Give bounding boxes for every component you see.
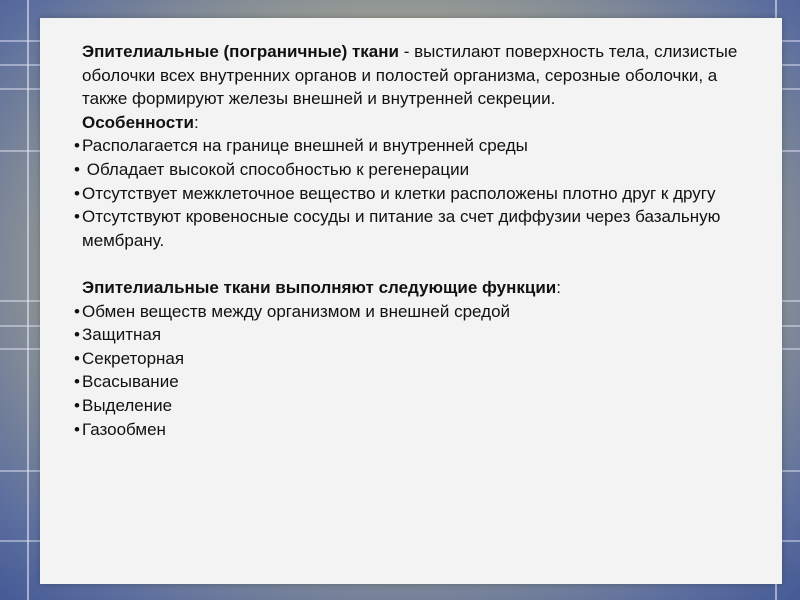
list-item <box>40 205 782 252</box>
bullet-icon: • <box>74 325 80 345</box>
bullet-icon: • <box>74 348 80 368</box>
bullet-icon: • <box>74 372 80 392</box>
features-heading-suffix: : <box>193 112 199 132</box>
slide-text <box>40 40 782 441</box>
bullet-icon: • <box>74 207 80 227</box>
intro-paragraph <box>40 40 782 111</box>
list-item <box>40 134 782 158</box>
function-item: Защитная <box>82 325 162 345</box>
feature-item: Отсутствует межклеточное вещество и клетки расположены плотно друг к другу <box>82 183 716 203</box>
function-item: Секреторная <box>82 348 185 368</box>
list-item <box>40 182 782 206</box>
bullet-icon: • <box>74 395 80 415</box>
function-item: Выделение <box>82 395 173 415</box>
list-item <box>40 370 782 394</box>
bullet-icon: • <box>74 183 80 203</box>
bullet-icon: • <box>74 419 80 439</box>
list-item <box>40 394 782 418</box>
list-item <box>40 347 782 371</box>
feature-item: Отсутствуют кровеносные сосуды и питание за счет диффузии через базальную мембрану. <box>82 207 721 250</box>
functions-heading-text: Эпителиальные ткани выполняют следующие функции <box>82 277 557 297</box>
features-heading <box>40 111 782 135</box>
function-item: Газообмен <box>82 419 166 439</box>
functions-heading <box>40 276 782 300</box>
functions-heading-suffix: : <box>556 277 561 297</box>
feature-item: Располагается на границе внешней и внутренней среды <box>82 136 528 156</box>
bullet-icon: • <box>74 301 80 321</box>
function-item: Обмен веществ между организмом и внешней средой <box>82 301 511 321</box>
list-item <box>40 158 782 182</box>
list-item <box>40 418 782 442</box>
bullet-icon: • <box>74 159 80 179</box>
feature-item: Обладает высокой способностью к регенерации <box>82 159 470 179</box>
intro-text: - выстилают поверхность тела, слизистые оболочки всех внутренних органов и полостей организма, серозные оболочки, а также формируют железы внешней и внутренней секреции. <box>82 42 738 109</box>
features-heading-text: Особенности <box>82 112 194 132</box>
intro-term: Эпителиальные (пограничные) ткани <box>82 42 399 61</box>
spacer <box>40 252 782 276</box>
list-item <box>40 323 782 347</box>
list-item <box>40 300 782 324</box>
content-panel <box>40 18 782 584</box>
function-item: Всасывание <box>82 372 179 392</box>
bullet-icon: • <box>74 136 80 156</box>
